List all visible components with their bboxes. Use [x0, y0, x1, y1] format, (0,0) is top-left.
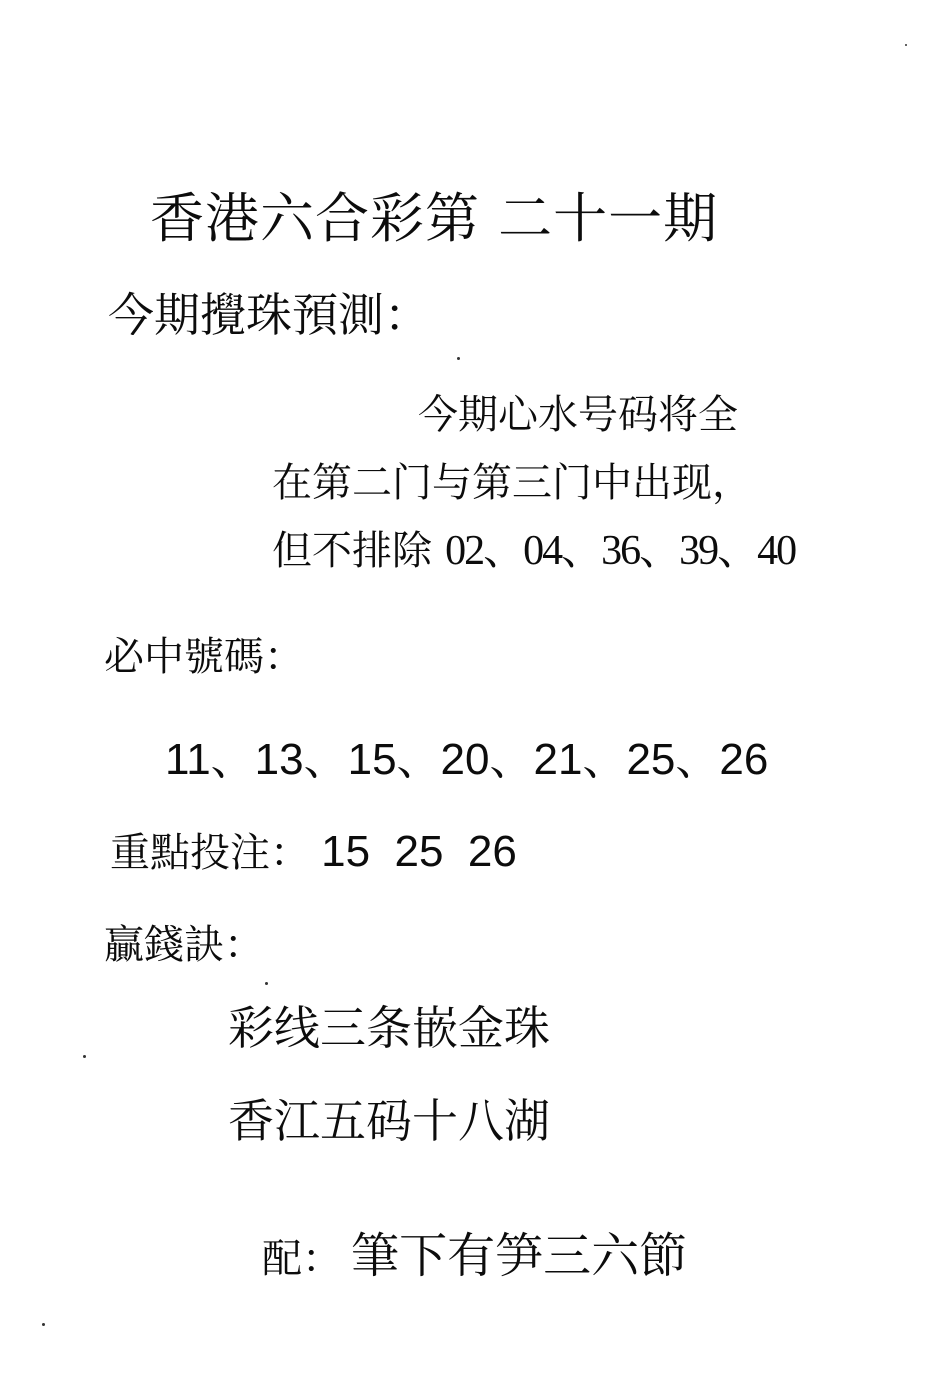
forecast-line-1: 今期心水号码将全 — [418, 392, 738, 438]
footer-row — [262, 1228, 688, 1284]
must-hit-heading: 必中號碼： — [104, 634, 304, 680]
footer-text: 筆下有笋三六節 — [351, 1228, 688, 1284]
key-bet-label: 重點投注： — [110, 830, 310, 876]
scan-speck — [83, 1055, 86, 1058]
forecast-heading: 今期攪珠預測： — [108, 288, 430, 342]
winning-verse-line-2: 香江五码十八湖 — [228, 1094, 550, 1148]
winning-verse-heading: 贏錢訣： — [104, 922, 264, 968]
scan-speck — [265, 982, 268, 985]
forecast-line-3-prefix: 但不排除 — [272, 528, 432, 574]
excluded-numbers: 02、04、36、39、40 — [445, 528, 796, 574]
key-bet-row — [110, 827, 517, 876]
key-bet-numbers: 15 25 26 — [321, 827, 517, 876]
scan-speck — [457, 357, 460, 360]
page-title: 香港六合彩第 二十一期 — [150, 187, 719, 250]
scan-speck — [42, 1323, 45, 1326]
footer-label: 配： — [262, 1236, 342, 1282]
must-hit-numbers: 11、13、15、20、21、25、26 — [165, 735, 769, 784]
forecast-line-2: 在第二门与第三门中出现， — [272, 460, 752, 506]
scan-speck — [905, 44, 907, 46]
winning-verse-line-1: 彩线三条嵌金珠 — [228, 1001, 550, 1055]
forecast-line-3 — [272, 530, 795, 572]
